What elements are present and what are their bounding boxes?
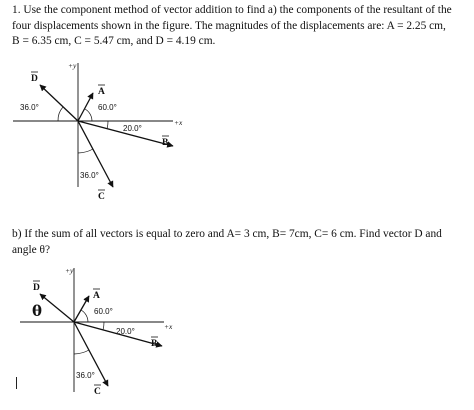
x-axis-label-2: +x <box>164 322 173 331</box>
angle-c-2: 36.0° <box>76 371 95 380</box>
question-a-line-2: four displacements shown in the figure. The magnitudes of the displacements are: A = 2.25 cm, <box>12 19 446 32</box>
angle-c-1: 36.0° <box>80 171 99 180</box>
question-a-line-3: B = 6.35 cm, C = 5.47 cm, and D = 4.19 cm. <box>12 35 216 47</box>
arc-c-1 <box>78 149 93 153</box>
label-a-2: A <box>93 291 100 301</box>
theta-label: θ <box>32 302 43 320</box>
question-a-line-1: 1. Use the component method of vector addition to find a) the components of the resultant of the <box>12 4 452 16</box>
label-c-2: C <box>94 387 101 397</box>
angle-b-1: 20.0° <box>123 124 142 133</box>
arc-c-2 <box>74 350 89 354</box>
label-c-1: C <box>98 192 105 202</box>
arc-a-2 <box>81 310 88 322</box>
angle-d-1: 36.0° <box>20 103 39 112</box>
vector-a-2 <box>74 296 89 322</box>
x-axis-label-1: +x <box>174 118 183 127</box>
label-d-1: D <box>31 74 38 84</box>
angle-a-2: 60.0° <box>94 307 113 316</box>
label-b-2: B <box>151 339 158 349</box>
angle-a-1: 60.0° <box>98 103 117 112</box>
y-axis-label-1: +y <box>68 61 77 70</box>
y-axis-label-2: +y <box>65 266 74 275</box>
angle-b-2: 20.0° <box>116 327 135 336</box>
vector-diagram-1 <box>13 61 183 202</box>
label-b-1: B <box>162 138 169 148</box>
vector-d-1 <box>40 85 78 121</box>
label-d-2: D <box>33 283 40 293</box>
question-b-line-1: b) If the sum of all vectors is equal to zero and A= 3 cm, B= 7cm, C= 6 cm. Find vector D and <box>12 228 442 240</box>
arc-b-2 <box>103 322 104 330</box>
vector-d-2 <box>40 294 74 322</box>
vector-diagram-2 <box>20 266 173 397</box>
arc-d-1 <box>58 107 63 121</box>
arc-b-1 <box>107 121 108 129</box>
text-cursor <box>16 377 17 389</box>
arc-a-1 <box>85 109 92 121</box>
vector-a-1 <box>78 93 93 121</box>
label-a-1: A <box>98 87 105 97</box>
question-b-line-2: angle θ? <box>12 243 51 256</box>
